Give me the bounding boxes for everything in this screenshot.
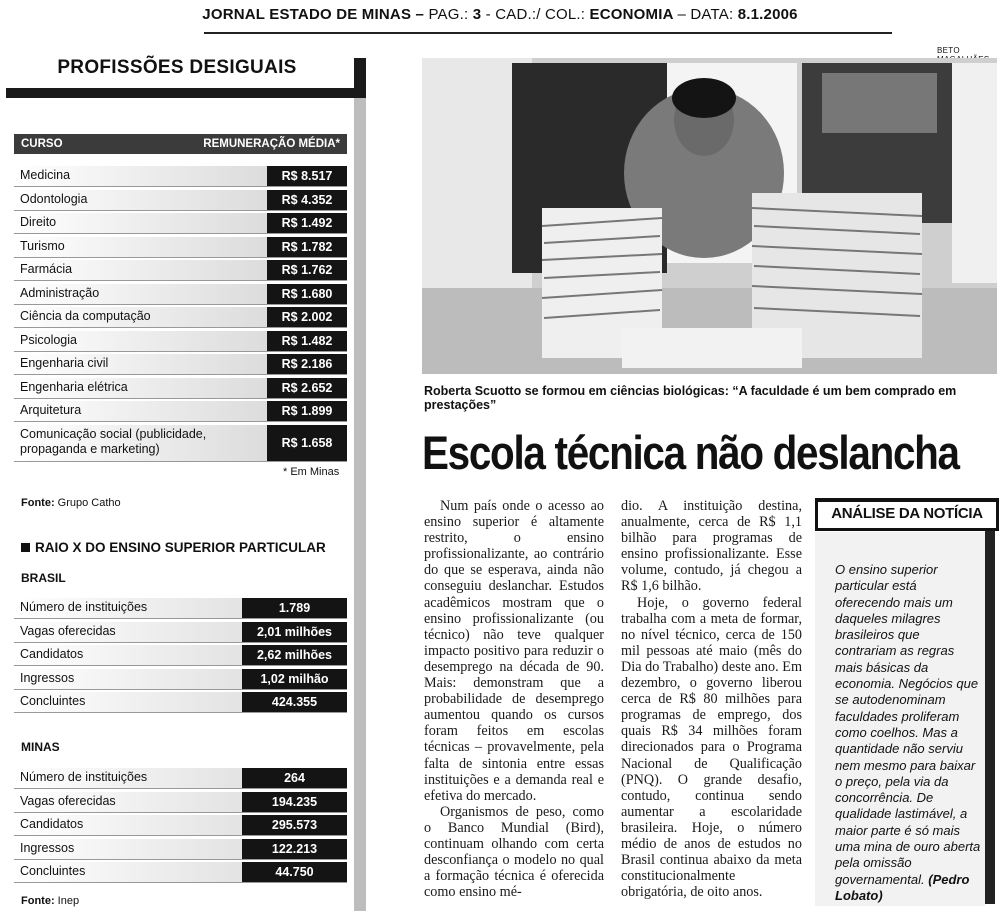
header-sep: –	[415, 6, 425, 23]
indicator-value: 2,01 milhões	[242, 622, 347, 642]
indicator-value: 1.789	[242, 598, 347, 618]
newspaper-name: JORNAL ESTADO DE MINAS	[202, 6, 412, 23]
table-row	[14, 692, 347, 713]
raiox-title-text: RAIO X DO ENSINO SUPERIOR PARTICULAR	[35, 540, 326, 555]
paragraph: Num país onde o acesso ao ensino superior é altamente restrito, o ensino profissionalizante, ao contrário do que se esperava, ainda não conseguiu deslanchar. Estudos acadêmicos mostram que o ensino profissionalizante (ou técnico) não teve qualquer impacto positivo para reduzir o desemprego na década de 90. Mais: demonstram que a probabilidade de desemprego aumentou quando os cursos foram feitos em escolas técnicas – provavelmente, pela falta de sintonia entre essas instituições e a demanda real e efetiva do mercado.	[424, 498, 604, 804]
indicator-value: 122.213	[242, 839, 347, 859]
section-name: ECONOMIA	[589, 6, 674, 23]
salary-value: R$ 4.352	[267, 190, 347, 210]
table-row	[14, 237, 347, 258]
course-name: Direito	[20, 215, 57, 229]
date-value: 8.1.2006	[737, 6, 798, 23]
salary-value: R$ 2.002	[267, 307, 347, 327]
analise-title: ANÁLISE DA NOTÍCIA	[815, 498, 999, 531]
indicator-value: 44.750	[242, 862, 347, 882]
indicator-name: Concluintes	[20, 694, 86, 708]
analise-shadow	[985, 504, 995, 904]
table-note: * Em Minas	[283, 466, 340, 478]
indicator-value: 264	[242, 768, 347, 788]
table-row	[14, 213, 347, 234]
table-row	[14, 307, 347, 328]
table-row	[14, 792, 347, 813]
table-row	[14, 839, 347, 860]
salary-value: R$ 1.680	[267, 284, 347, 304]
course-name: Medicina	[20, 168, 71, 182]
article-column-2	[621, 498, 802, 900]
indicator-name: Concluintes	[20, 864, 86, 878]
table-row	[14, 768, 347, 789]
analise-body: O ensino superior particular está oferecendo mais um daqueles milagres brasileiros que contrariam as regras mais básicas da economia. Negócios que se autodenominam faculdades proliferam como coelhos. Mas a quantidade não serviu nem mesmo para baixar o preço, pela via da concorrência. De qualidade lastimável, a maior parte é só mais uma mina de ouro aberta pela omissão governamental.	[835, 562, 981, 887]
indicator-value: 2,62 milhões	[242, 645, 347, 665]
course-name: Arquitetura	[20, 403, 82, 417]
header-rule	[204, 32, 892, 34]
table-row	[14, 669, 347, 690]
table-row	[14, 862, 347, 883]
indicator-value: 295.573	[242, 815, 347, 835]
table-header	[14, 134, 347, 154]
table-row	[14, 401, 347, 422]
paragraph: Hoje, o governo federal trabalha com a meta de formar, no nível técnico, cerca de 150 mil pessoas até maio (mês do Dia do Trabalho) deste ano. Em dezembro, o governo liberou cerca de R$ 80 milhões para programas de emprego, dos quais R$ 34 milhões foram direcionados para o Programa Nacional de Qualificação (PNQ). O grande desafio, contudo, continua sendo aumentar a escolaridade brasileira. Hoje, o número médio de anos de estudos no Brasil continua abaixo da meta constitucionalmente obrigatória, de oito anos.	[621, 594, 802, 901]
indicator-name: Candidatos	[20, 647, 84, 661]
article-column-1	[424, 498, 604, 900]
course-name: Turismo	[20, 238, 65, 253]
table-row	[14, 260, 347, 281]
salary-value: R$ 1.482	[267, 331, 347, 351]
table-row	[14, 622, 347, 643]
course-name: Psicologia	[20, 332, 77, 347]
salary-value: R$ 1.658	[267, 425, 347, 461]
table-row	[14, 284, 347, 305]
paragraph: Organismos de peso, como o Banco Mundial (Bird), continuam olhando com certa desconfiança o modelo no qual a formação técnica é oferecida como ensino mé-	[424, 803, 604, 901]
page-header	[0, 6, 1000, 23]
indicator-name: Número de instituições	[20, 600, 148, 614]
headline: Escola técnica não deslancha	[422, 426, 959, 479]
source-catho	[21, 497, 121, 509]
course-name: Odontologia	[20, 191, 88, 206]
analise-author: (Pedro Lobato)	[835, 871, 970, 903]
source-label: Fonte:	[21, 895, 55, 907]
indicator-value: 194.235	[242, 792, 347, 812]
indicator-name: Ingressos	[20, 670, 75, 685]
source-label: Fonte:	[21, 497, 55, 509]
table-row	[14, 166, 347, 187]
table-row	[14, 645, 347, 666]
salary-value: R$ 2.186	[267, 354, 347, 374]
section-label: CAD.:/ COL.:	[495, 6, 586, 23]
table-row	[14, 598, 347, 619]
indicator-name: Número de instituições	[20, 770, 148, 784]
course-name-cont: propaganda e marketing)	[20, 441, 160, 456]
minas-label: MINAS	[21, 740, 60, 754]
table-row	[14, 378, 347, 399]
col-curso: CURSO	[21, 138, 63, 150]
profissoes-title: PROFISSÕES DESIGUAIS	[57, 57, 297, 78]
salary-value: R$ 1.899	[267, 401, 347, 421]
course-name: Ciência da computação	[20, 309, 151, 323]
photo-caption: Roberta Scuotto se formou em ciências biológicas: “A faculdade é um bem comprado em prestações”	[424, 384, 957, 412]
salary-value: R$ 2.652	[267, 378, 347, 398]
article-photo	[422, 58, 997, 374]
header-sep: -	[485, 6, 491, 23]
course-name: Farmácia	[20, 262, 73, 276]
table-row	[14, 331, 347, 352]
salary-value: R$ 1.492	[267, 213, 347, 233]
date-label: DATA:	[690, 6, 734, 23]
title-band	[6, 88, 360, 98]
brasil-label: BRASIL	[21, 571, 66, 585]
page-label: PAG.:	[428, 6, 469, 23]
course-name: Administração	[20, 285, 100, 300]
course-name: Engenharia civil	[20, 356, 109, 370]
table-row	[14, 354, 347, 375]
course-name: Comunicação social (publicidade,	[20, 426, 207, 441]
source-name: Grupo Catho	[57, 497, 121, 509]
raiox-title	[21, 540, 326, 555]
col-remuneracao: REMUNERAÇÃO MÉDIA*	[203, 138, 340, 150]
photo-illustration	[422, 58, 997, 374]
source-inep	[21, 895, 79, 907]
course-name: Engenharia elétrica	[20, 379, 128, 394]
table-row	[14, 815, 347, 836]
header-sep: –	[677, 6, 686, 23]
analise-text	[835, 562, 983, 904]
source-name: Inep	[57, 895, 80, 907]
indicator-name: Vagas oferecidas	[20, 623, 116, 638]
photo-credit: BETO	[937, 46, 960, 55]
indicator-name: Candidatos	[20, 817, 84, 831]
column-shadow	[354, 58, 366, 911]
table-row	[14, 425, 347, 462]
page-number: 3	[472, 6, 482, 23]
salary-value: R$ 1.762	[267, 260, 347, 280]
paragraph: dio. A instituição destina, anualmente, cerca de R$ 1,1 bilhão para programas de ensino profissionalizante. Esse volume, contudo, já chegou a R$ 1,6 bilhão.	[621, 498, 802, 595]
salary-value: R$ 8.517	[267, 166, 347, 186]
indicator-value: 424.355	[242, 692, 347, 712]
indicator-name: Vagas oferecidas	[20, 793, 116, 808]
indicator-name: Ingressos	[20, 840, 75, 855]
table-row	[14, 190, 347, 211]
salary-value: R$ 1.782	[267, 237, 347, 257]
indicator-value: 1,02 milhão	[242, 669, 347, 689]
square-bullet-icon	[21, 543, 30, 552]
